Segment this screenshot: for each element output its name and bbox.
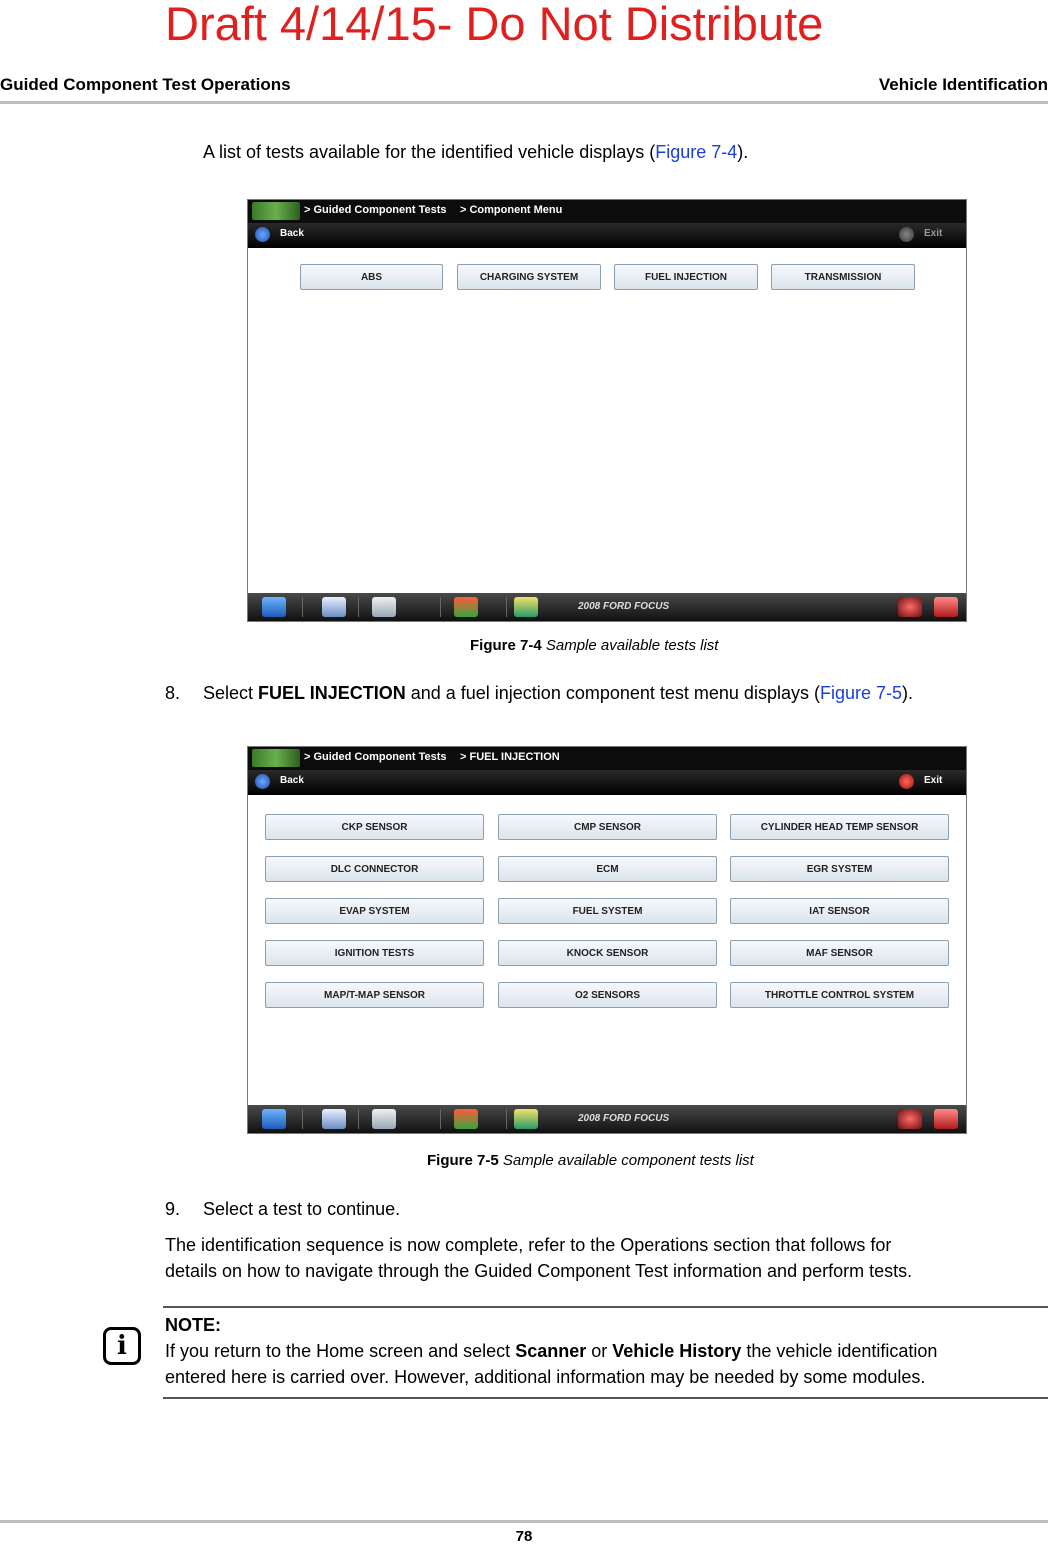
exit-button[interactable]: Exit xyxy=(924,775,943,786)
back-arrow-icon[interactable] xyxy=(255,227,270,242)
step-9-number: 9. xyxy=(165,1199,181,1219)
bottom-toolbar xyxy=(248,1105,966,1133)
note-pre: If you return to the Home screen and select xyxy=(165,1341,516,1361)
note-bottom-rule xyxy=(163,1397,1048,1399)
battery-icon xyxy=(934,597,958,617)
figure-7-4-caption xyxy=(470,637,718,654)
test-button[interactable]: IAT SENSOR xyxy=(730,898,949,924)
note-scanner: Scanner xyxy=(515,1341,587,1361)
test-button[interactable]: EVAP SYSTEM xyxy=(265,898,484,924)
breadcrumb-guided-tests[interactable]: > Guided Component Tests xyxy=(304,751,447,763)
note-vehicle-history: Vehicle History xyxy=(612,1341,742,1361)
component-tests-icon[interactable] xyxy=(454,1109,478,1129)
test-button[interactable]: CHARGING SYSTEM xyxy=(457,264,601,290)
footer-rule xyxy=(0,1520,1048,1523)
note-title: NOTE: xyxy=(165,1315,221,1335)
toolbar-separator xyxy=(440,597,441,617)
connection-icon xyxy=(898,597,922,617)
toolbar-separator xyxy=(358,1109,359,1129)
caption-label: Figure 7-4 xyxy=(470,637,542,654)
test-button[interactable]: THROTTLE CONTROL SYSTEM xyxy=(730,982,949,1008)
data-list-icon[interactable] xyxy=(322,597,346,617)
checklist-icon[interactable] xyxy=(372,597,396,617)
note-post: the vehicle identification xyxy=(741,1341,938,1361)
test-button[interactable]: DLC CONNECTOR xyxy=(265,856,484,882)
toolbar-separator xyxy=(506,597,507,617)
exit-icon[interactable] xyxy=(899,227,914,242)
component-tests-icon[interactable] xyxy=(454,597,478,617)
note-line-2: entered here is carried over. However, additional information may be needed by some modules. xyxy=(165,1367,926,1387)
test-button[interactable]: IGNITION TESTS xyxy=(265,940,484,966)
test-button[interactable]: ECM xyxy=(498,856,717,882)
test-button[interactable]: CKP SENSOR xyxy=(265,814,484,840)
back-arrow-icon[interactable] xyxy=(255,774,270,789)
app-logo-icon xyxy=(252,749,300,767)
step-9-text: Select a test to continue. xyxy=(203,1199,401,1219)
test-button[interactable]: CYLINDER HEAD TEMP SENSOR xyxy=(730,814,949,840)
chapter-header: Vehicle Identification xyxy=(878,75,1048,94)
test-button[interactable]: FUEL SYSTEM xyxy=(498,898,717,924)
test-button[interactable]: EGR SYSTEM xyxy=(730,856,949,882)
page-number: 78 xyxy=(515,1528,533,1545)
intro-end: ). xyxy=(737,142,749,162)
step-8-text xyxy=(203,681,913,705)
figure-7-5-link[interactable]: Figure 7-5 xyxy=(819,683,903,703)
figure-7-4-screenshot xyxy=(247,199,967,622)
intro-text: A list of tests available for the identified vehicle displays ( xyxy=(203,142,656,162)
note-top-rule xyxy=(163,1306,1048,1308)
caption-text: Sample available component tests list xyxy=(502,1152,754,1169)
title-bar xyxy=(248,747,966,771)
toolbar-separator xyxy=(358,597,359,617)
step-8-pre: Select xyxy=(203,683,259,703)
step-8-mid: and a fuel injection component test menu displays ( xyxy=(405,683,820,703)
toolbar-separator xyxy=(440,1109,441,1129)
nav-bar xyxy=(248,223,966,248)
checklist-icon[interactable] xyxy=(372,1109,396,1129)
step-8-end: ). xyxy=(902,683,914,703)
test-button[interactable]: ABS xyxy=(300,264,443,290)
breadcrumb-fuel-injection[interactable]: > FUEL INJECTION xyxy=(460,751,560,763)
vehicle-icon[interactable] xyxy=(514,597,538,617)
vehicle-icon[interactable] xyxy=(514,1109,538,1129)
caption-label: Figure 7-5 xyxy=(427,1152,499,1169)
back-button[interactable]: Back xyxy=(280,228,304,239)
data-list-icon[interactable] xyxy=(322,1109,346,1129)
caption-text: Sample available tests list xyxy=(545,637,719,654)
header-rule xyxy=(0,101,1048,104)
note-mid: or xyxy=(586,1341,613,1361)
battery-icon xyxy=(934,1109,958,1129)
test-button[interactable]: MAF SENSOR xyxy=(730,940,949,966)
exit-icon[interactable] xyxy=(899,774,914,789)
toolbar-separator xyxy=(302,1109,303,1129)
home-icon[interactable] xyxy=(262,1109,286,1129)
closing-line-1: The identification sequence is now complete, refer to the Operations section that follows for xyxy=(165,1235,892,1255)
info-icon: i xyxy=(103,1327,141,1365)
back-button[interactable]: Back xyxy=(280,775,304,786)
nav-bar xyxy=(248,770,966,795)
figure-7-5-caption xyxy=(427,1152,754,1169)
test-button[interactable]: CMP SENSOR xyxy=(498,814,717,840)
closing-line-2: details on how to navigate through the Guided Component Test information and perform tests. xyxy=(165,1261,913,1281)
toolbar-separator xyxy=(506,1109,507,1129)
test-button[interactable]: FUEL INJECTION xyxy=(614,264,758,290)
step-8-bold: FUEL INJECTION xyxy=(258,683,406,703)
figure-7-4-link[interactable]: Figure 7-4 xyxy=(655,142,738,162)
home-icon[interactable] xyxy=(262,597,286,617)
exit-button[interactable]: Exit xyxy=(924,228,943,239)
vehicle-label: 2008 FORD FOCUS xyxy=(578,601,670,612)
vehicle-label: 2008 FORD FOCUS xyxy=(578,1113,670,1124)
connection-icon xyxy=(898,1109,922,1129)
toolbar-separator xyxy=(302,597,303,617)
note-line-1 xyxy=(165,1339,937,1363)
test-button[interactable]: TRANSMISSION xyxy=(771,264,915,290)
figure-7-5-screenshot xyxy=(247,746,967,1134)
test-button[interactable]: MAP/T-MAP SENSOR xyxy=(265,982,484,1008)
test-button[interactable]: KNOCK SENSOR xyxy=(498,940,717,966)
title-bar xyxy=(248,200,966,224)
breadcrumb-component-menu[interactable]: > Component Menu xyxy=(460,204,563,216)
draft-watermark: Draft 4/14/15- Do Not Distribute xyxy=(165,0,824,50)
step-8-number: 8. xyxy=(165,683,181,703)
intro-paragraph xyxy=(203,140,748,164)
app-logo-icon xyxy=(252,202,300,220)
breadcrumb-guided-tests[interactable]: > Guided Component Tests xyxy=(304,204,447,216)
bottom-toolbar xyxy=(248,593,966,621)
section-header: Guided Component Test Operations xyxy=(0,75,291,94)
test-button[interactable]: O2 SENSORS xyxy=(498,982,717,1008)
